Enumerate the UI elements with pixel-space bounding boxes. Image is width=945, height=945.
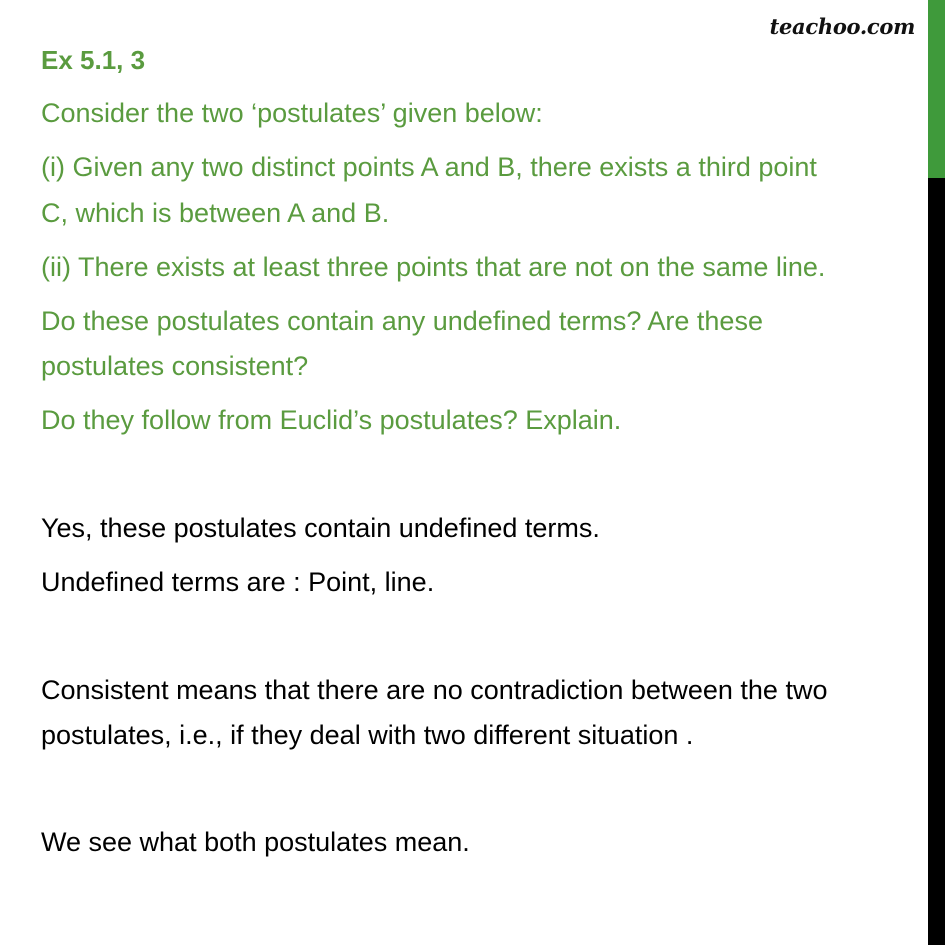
teachoo-logo: teachoo.com: [769, 14, 915, 39]
exercise-title: Ex 5.1, 3: [41, 45, 146, 75]
answer-line-4: We see what both postulates mean.: [41, 827, 470, 857]
question-ask-1-line-1: Do these postulates contain any undefined terms? Are these: [41, 306, 763, 336]
scrollbar-progress: [928, 0, 945, 178]
question-ask-1-line-2: postulates consistent?: [41, 351, 309, 381]
question-ask-2: Do they follow from Euclid’s postulates? Explain.: [41, 405, 622, 435]
answer-line-1: Yes, these postulates contain undefined terms.: [41, 513, 600, 543]
answer-line-3b: postulates, i.e., if they deal with two different situation .: [41, 720, 694, 750]
postulate-1-line-2: C, which is between A and B.: [41, 198, 390, 228]
answer-line-3a: Consistent means that there are no contradiction between the two: [41, 675, 828, 705]
answer-line-2: Undefined terms are : Point, line.: [41, 567, 435, 597]
postulate-2: (ii) There exists at least three points that are not on the same line.: [41, 252, 826, 282]
question-intro: Consider the two ‘postulates’ given below:: [41, 98, 543, 128]
postulate-1-line-1: (i) Given any two distinct points A and B, there exists a third point: [41, 152, 817, 182]
scrollbar[interactable]: [928, 0, 945, 945]
